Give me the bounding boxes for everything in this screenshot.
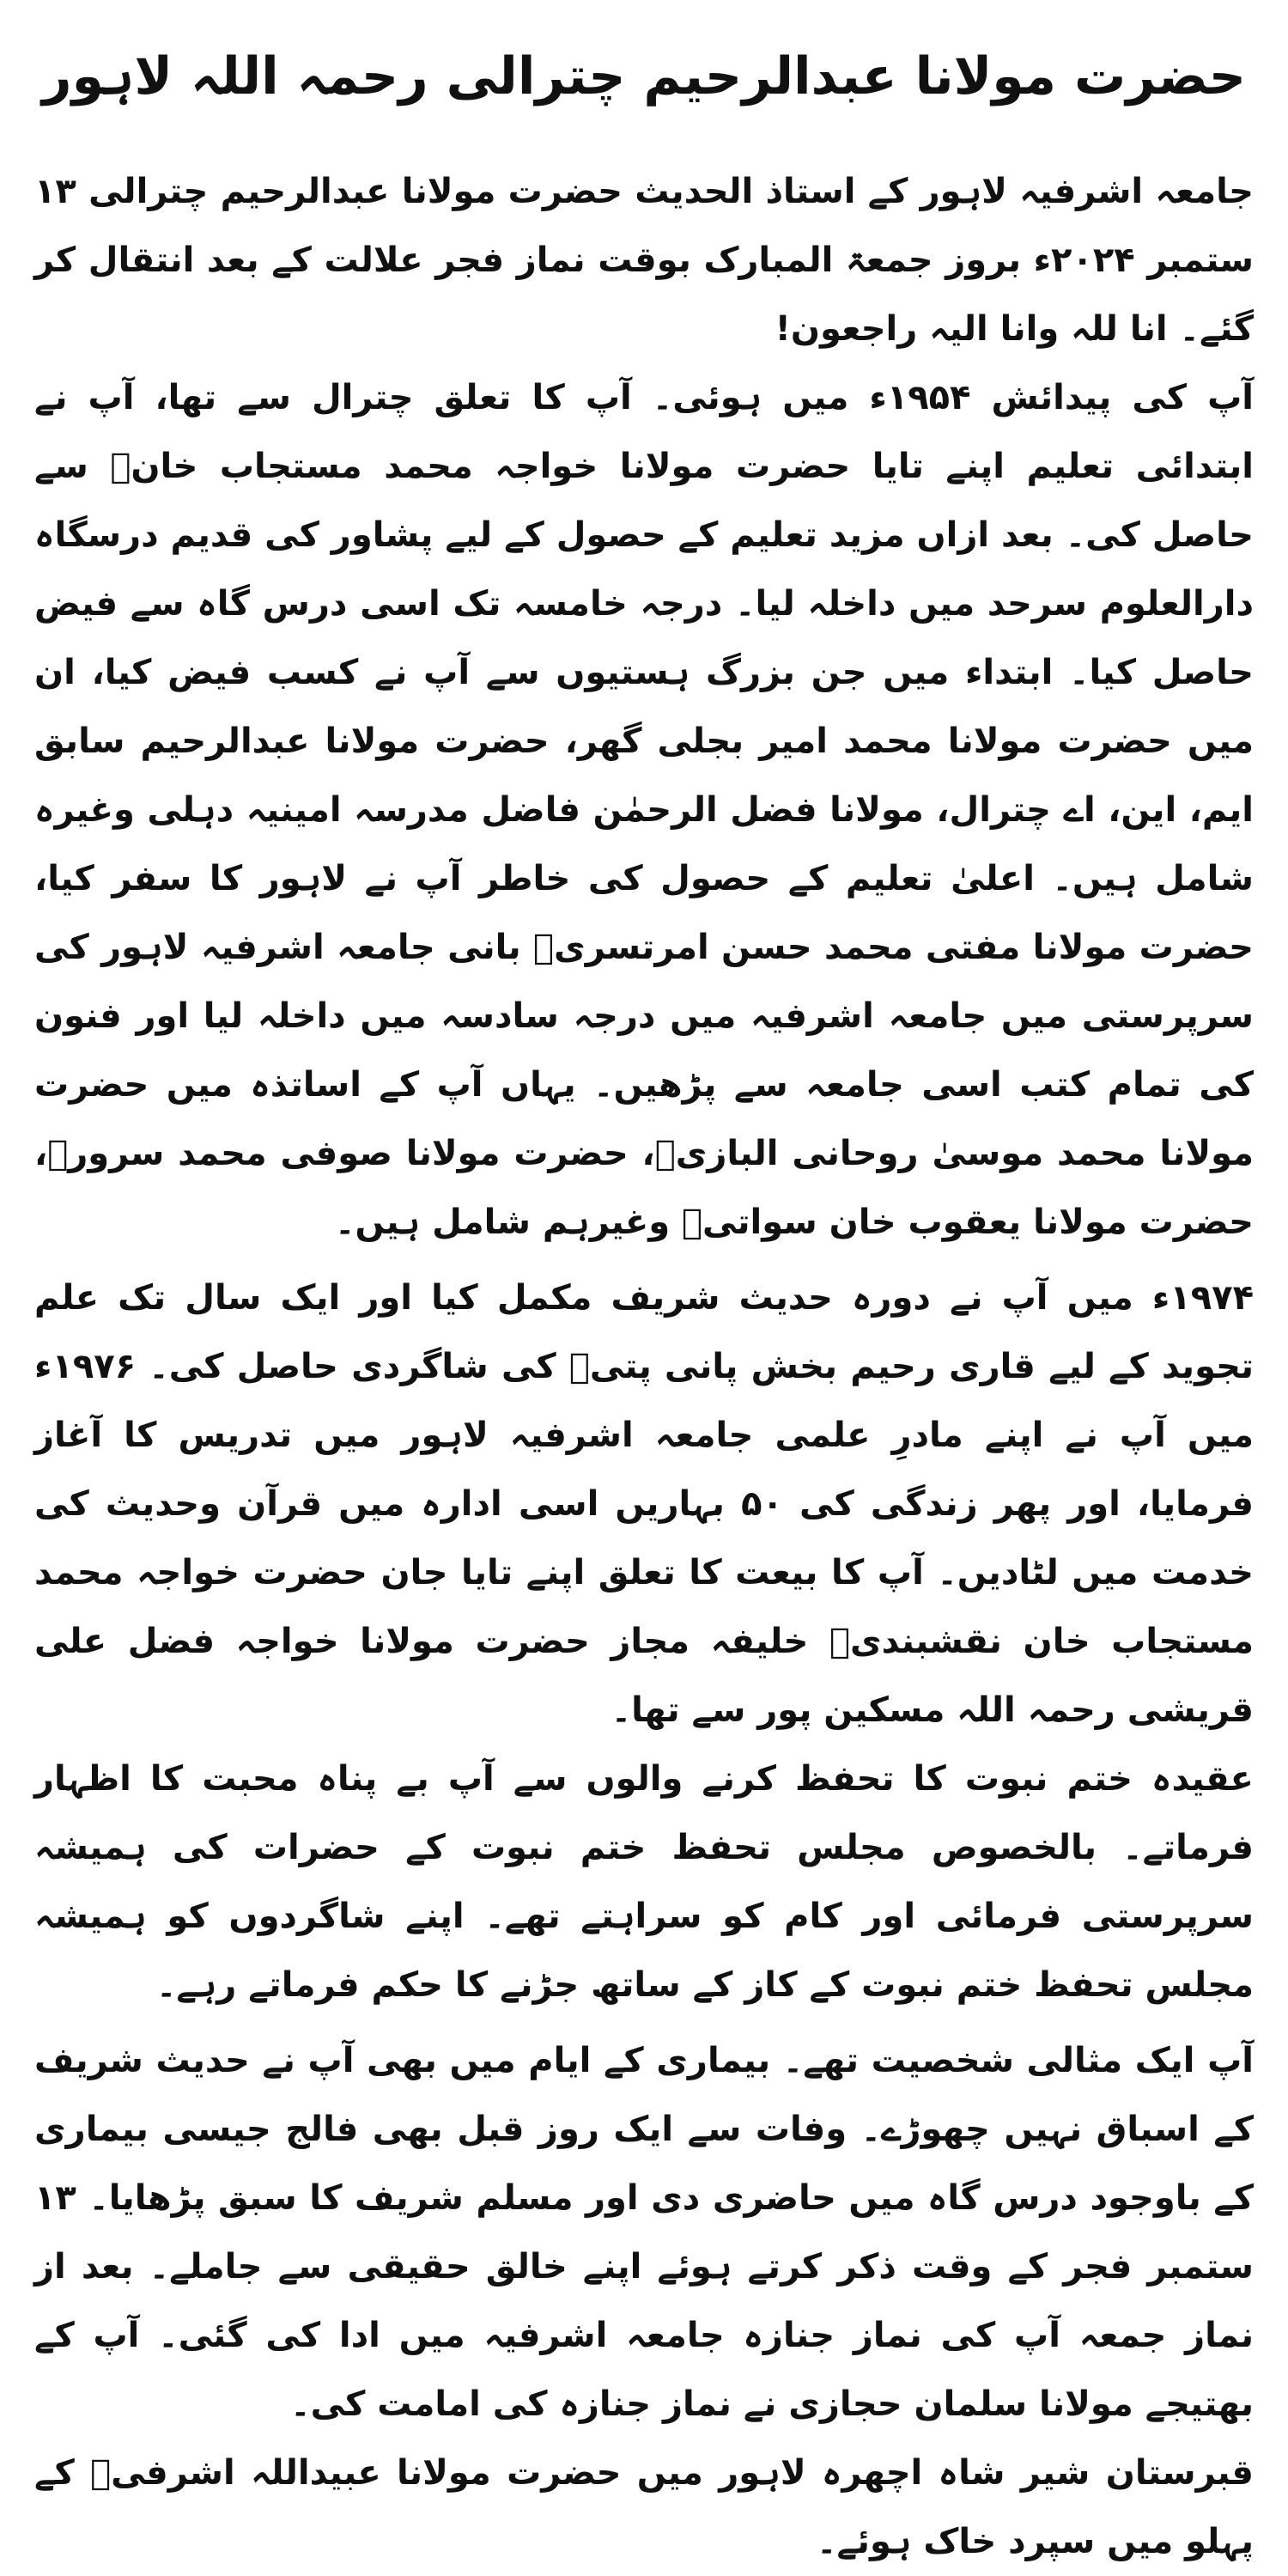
paragraph-teaching-career: ۱۹۷۴ء میں آپ نے دورہ حدیث شریف مکمل کیا اور ایک سال تک علم تجوید کے لیے قاری رحیم بخش پانی پتیؒ کی شاگردی حاصل کی۔ ۱۹۷۶ء میں آپ نے اپنے مادرِ علمی جامعہ اشرفیہ لاہور میں تدریس کا آغاز فرمایا، اور پھر زندگی کی ۵۰ بہاریں اسی ادارہ میں قرآن وحدیث کی خدمت میں لٹادیں۔ آپ کا بیعت کا تعلق اپنے تایا جان حضرت خواجہ محمد مستجاب خان نقشبندیؒ خلیفہ مجاز حضرت مولانا خواجہ فضل علی قریشی رحمہ اللہ مسکین پور سے تھا۔: [34, 1278, 1255, 1730]
paragraph-death-notice: جامعہ اشرفیہ لاہور کے استاذ الحدیث حضرت مولانا عبدالرحیم چترالی ۱۳ ستمبر ۲۰۲۴ء بروز جمعۃ المبارک بوقت نماز فجر علالت کے بعد انتقال کر گئے۔ انا للہ وانا الیہ راجعون!: [34, 172, 1254, 349]
paragraph-khatm-e-nubuwwat: عقیدہ ختم نبوت کا تحفظ کرنے والوں سے آپ بے پناہ محبت کا اظہار فرماتے۔ بالخصوص مجلس تحفظ ختم نبوت کے حضرات کی ہمیشہ سرپرستی فرمائی اور کام کو سراہتے تھے۔ اپنے شاگردوں کو ہمیشہ مجلس تحفظ ختم نبوت کے کاز کے ساتھ جڑنے کا حکم فرماتے رہے۔: [34, 1759, 1254, 2005]
paragraph-burial: قبرستان شیر شاہ اچھرہ لاہور میں حضرت مولانا عبیداللہ اشرفیؒ کے پہلو میں سپرد خاک ہوئے۔: [34, 2453, 1254, 2561]
paragraph-early-life-education: آپ کی پیدائش ۱۹۵۴ء میں ہوئی۔ آپ کا تعلق چترال سے تھا، آپ نے ابتدائی تعلیم اپنے تایا حضرت مولانا خواجہ محمد مستجاب خانؒ سے حاصل کی۔ بعد ازاں مزید تعلیم کے حصول کے لیے پشاور کی قدیم درسگاہ دارالعلوم سرحد میں داخلہ لیا۔ درجہ خامسہ تک اسی درس گاہ سے فیض حاصل کیا۔ ابتداء میں جن بزرگ ہستیوں سے آپ نے کسب فیض کیا، ان میں حضرت مولانا محمد امیر بجلی گھر، حضرت مولانا عبدالرحیم سابق ایم، این، اے چترال، مولانا فضل الرحمٰن فاضل مدرسہ امینیہ دہلی وغیرہ شامل ہیں۔ اعلیٰ تعلیم کے حصول کی خاطر آپ نے لاہور کا سفر کیا، حضرت مولانا مفتی محمد حسن امرتسریؒ بانی جامعہ اشرفیہ لاہور کی سرپرستی میں جامعہ اشرفیہ میں درجہ سادسہ میں داخلہ لیا اور فنون کی تمام کتب اسی جامعہ سے پڑھیں۔ یہاں آپ کے اساتذہ میں حضرت مولانا محمد موسیٰ روحانی البازیؒ، حضرت مولانا صوفی محمد سرورؒ، حضرت مولانا یعقوب خان سواتیؒ وغیرہم شامل ہیں۔: [34, 378, 1255, 1242]
page-title: حضرت مولانا عبدالرحیم چترالی رحمہ اللہ لاہور: [42, 46, 1246, 107]
article-body: [34, 157, 1254, 2576]
paragraph-final-days: آپ ایک مثالی شخصیت تھے۔ بیماری کے ایام میں بھی آپ نے حدیث شریف کے اسباق نہیں چھوڑے۔ وفات سے ایک روز قبل بھی فالج جیسی بیماری کے باوجود درس گاہ میں حاضری دی اور مسلم شریف کا سبق پڑھایا۔ ۱۳ ستمبر فجر کے وقت ذکر کرتے ہوئے اپنے خالق حقیقی سے جاملے۔ بعد از نماز جمعہ آپ کی نماز جنازہ جامعہ اشرفیہ میں ادا کی گئی۔ آپ کے بھتیجے مولانا سلمان حجازی نے نماز جنازہ کی امامت کی۔: [34, 2041, 1254, 2424]
